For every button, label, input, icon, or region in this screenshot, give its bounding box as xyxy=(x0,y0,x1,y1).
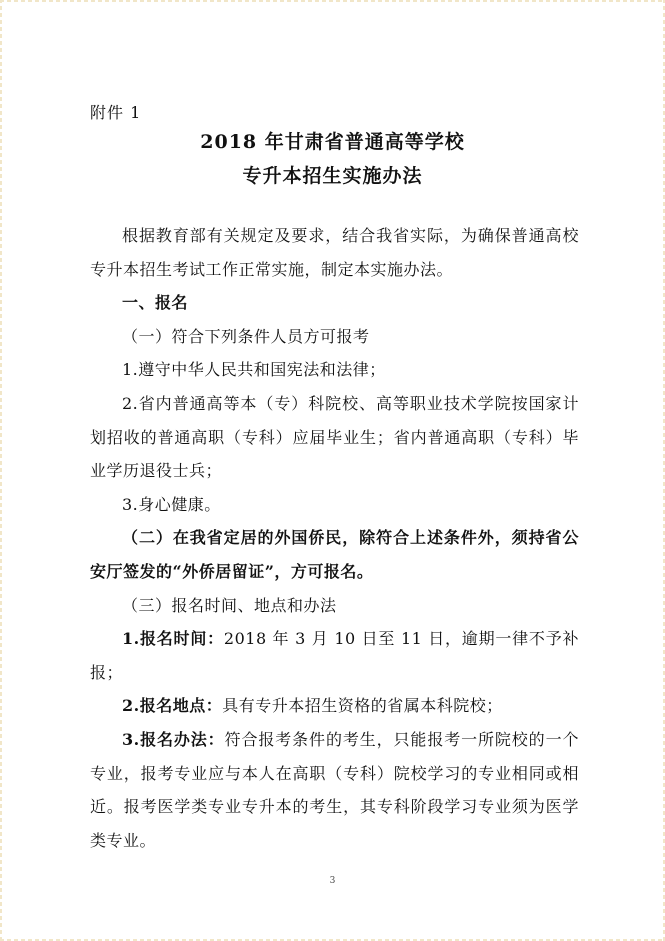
method-text: 符合报考条件的考生，只能报考一所院校的一个专业，报考专业应与本人在高职（专科）院校学习的专业相同或相近。报考医学类专业专升本的考生，其专科阶段学习专业须为医学类专业。 xyxy=(90,729,579,850)
page-number: 3 xyxy=(329,876,336,886)
sub3-heading: （三）报名时间、地点和办法 xyxy=(122,595,337,615)
item-1: 1.遵守中华人民共和国宪法和法律； xyxy=(122,360,386,380)
document-title-line1: 2018 年甘肃省普通高等学校 xyxy=(200,131,465,153)
intro-paragraph: 根据教育部有关规定及要求，结合我省实际，为确保普通高校专升本招生考试工作正常实施，制定本实施办法。 xyxy=(90,226,579,279)
place-paragraph xyxy=(90,689,579,723)
item-3: 3.身心健康。 xyxy=(122,494,221,514)
sub2-paragraph: （二）在我省定居的外国侨民，除符合上述条件外，须持省公安厅签发的“外侨居留证”，方可报名。 xyxy=(90,528,579,581)
place-label: 2.报名地点： xyxy=(122,696,223,716)
time-paragraph xyxy=(90,622,579,689)
document-body xyxy=(90,219,579,857)
section1-heading: 一、报名 xyxy=(122,293,189,313)
document-title-line2: 专升本招生实施办法 xyxy=(242,165,423,187)
method-label: 3.报名办法： xyxy=(122,729,225,749)
time-label: 1.报名时间： xyxy=(122,629,224,649)
place-text: 具有专升本招生资格的省属本科院校； xyxy=(222,696,503,716)
attachment-label: 附件 1 xyxy=(90,103,142,122)
method-paragraph xyxy=(90,723,579,857)
sub1-heading: （一）符合下列条件人员方可报考 xyxy=(122,326,370,346)
item-2: 2.省内普通高等本（专）科院校、高等职业技术学院按国家计划招收的普通高职（专科）应届毕业生；省内普通高职（专科）毕业学历退役士兵； xyxy=(90,393,579,481)
time-text: 2018 年 3 月 10 日至 11 日，逾期一律不予补报； xyxy=(90,629,579,682)
